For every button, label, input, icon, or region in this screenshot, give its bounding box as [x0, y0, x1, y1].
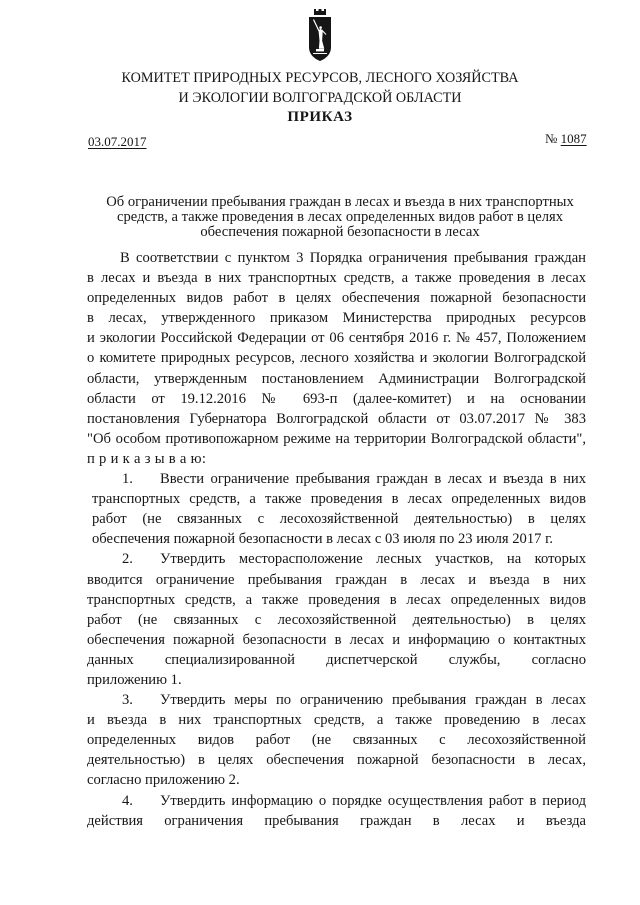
- order-word: п р и к а з ы в а ю:: [87, 450, 207, 467]
- preamble-line: В соответствии с пунктом 3 Порядка ограничения пребывания граждан: [120, 250, 586, 266]
- item-3-line: деятельностью) в целях обеспечения пожарной безопасности в лесах,: [87, 752, 586, 769]
- title-line: обеспечения пожарной безопасности в лесах: [200, 224, 480, 240]
- document-body: [87, 248, 586, 831]
- item-number: 4.: [122, 792, 133, 809]
- item-1-line: транспортных средств, а также проведения в лесах определенных видов: [92, 491, 586, 508]
- item-text: Ввести ограничение пребывания граждан в лесах и въезда в них: [160, 471, 586, 488]
- preamble-line: и экологии Российской Федерации от 06 сентября 2016 г. № 457, Положением: [87, 330, 586, 347]
- item-3-first-line: [87, 690, 586, 710]
- document-title: [87, 195, 593, 240]
- document-number: [545, 131, 587, 147]
- item-2-line: работ (не связанных с лесохозяйственной деятельностью) в целях: [87, 611, 586, 628]
- organization-name-line-2: И ЭКОЛОГИИ ВОЛГОГРАДСКОЙ ОБЛАСТИ: [178, 90, 462, 106]
- item-number: 2.: [122, 551, 133, 568]
- item-number: 3.: [122, 692, 133, 709]
- coat-of-arms-icon: [306, 8, 334, 62]
- item-2-first-line: [87, 549, 586, 569]
- item-text: Утвердить информацию о порядке осуществления работ в период: [160, 792, 586, 809]
- item-1-line: обеспечения пожарной безопасности в лесах с 03 июля по 23 июля 2017 г.: [92, 531, 554, 548]
- preamble-line: области от 19.12.2016 № 693-п (далее-комитет) и на основании: [87, 390, 586, 407]
- document-date: 03.07.2017: [88, 134, 147, 149]
- item-2-line: транспортных средств, а также проведения в лесах определенных видов: [87, 591, 586, 608]
- preamble-line: о комитете природных ресурсов, лесного хозяйства и экологии Волгоградской: [87, 350, 586, 367]
- item-2-line: вводится ограничение пребывания граждан в лесах и въезда в них: [87, 571, 586, 588]
- item-3-line: и въезда в них транспортных средств, а также проведению в лесах: [87, 712, 586, 729]
- preamble-line: в лесах и въезда в них транспортных средств, а также проведения в лесах: [87, 270, 586, 287]
- preamble-line: определенных видов работ в целях обеспечения пожарной безопасности: [87, 290, 586, 307]
- item-text: Утвердить меры по ограничению пребывания граждан в лесах: [160, 692, 586, 709]
- item-4-line: действия ограничения пребывания граждан в лесах и въезда: [87, 812, 586, 829]
- item-2-line: приложению 1.: [87, 671, 182, 688]
- document-type: ПРИКАЗ: [287, 109, 353, 125]
- item-text: Утвердить месторасположение лесных участков, на которых: [160, 551, 586, 568]
- preamble-line: в лесах, утвержденного приказом Министерства природных ресурсов: [87, 310, 586, 327]
- item-number: 1.: [122, 471, 133, 488]
- item-3-line: определенных видов работ (не связанных с лесохозяйственной: [87, 732, 586, 749]
- item-1-first-line: [87, 469, 586, 489]
- item-2-line: обеспечения пожарной безопасности в лесах и информацию о контактных: [87, 631, 586, 648]
- title-line: средств, а также проведения в лесах определенных видов работ в целях: [116, 209, 564, 225]
- item-1-line: работ (не связанных с лесохозяйственной деятельностью) в целях: [92, 511, 586, 528]
- title-line: Об ограничении пребывания граждан в лесах и въезда в них транспортных: [106, 194, 574, 210]
- preamble-line: постановления Губернатора Волгоградской области от 03.07.2017 № 383: [87, 410, 586, 427]
- item-2-line: данных специализированной диспетчерской службы, согласно: [87, 651, 586, 668]
- number-sign: №: [545, 131, 558, 146]
- preamble-line: области, утвержденным постановлением Администрации Волгоградской: [87, 370, 586, 387]
- document-number-value: 1087: [560, 131, 587, 146]
- organization-name-line-1: КОМИТЕТ ПРИРОДНЫХ РЕСУРСОВ, ЛЕСНОГО ХОЗЯЙСТВА: [121, 70, 519, 86]
- item-3-line: согласно приложению 2.: [87, 772, 240, 789]
- item-4-first-line: [87, 791, 586, 811]
- preamble-line: "Об особом противопожарном режиме на территории Волгоградской области",: [87, 430, 586, 447]
